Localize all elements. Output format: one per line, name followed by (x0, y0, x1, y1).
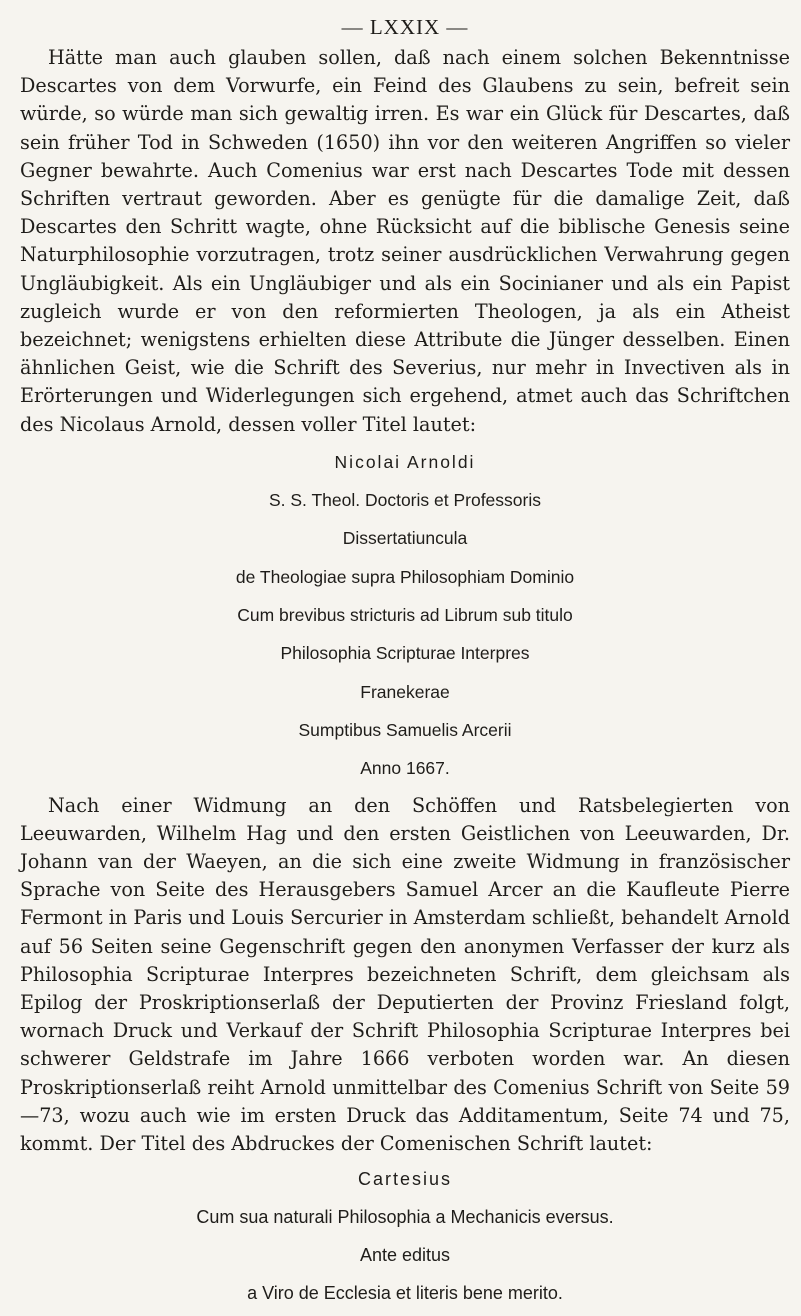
paragraph-2: Nach einer Widmung an den Schöffen und Ratsbelegierten von Leeuwarden, Wilhelm Hag und den ersten Geistlichen von Leeuwarden, Dr. Johann van der Waeyen, an die sich eine zweite Widmung in französischer Sprache von Seite des Herausgebers Samuel Arcer an die Kaufleute Pierre Fermont in Paris und Louis Sercurier in Amsterdam schließt, behandelt Arnold auf 56 Seiten seine Gegenschrift gegen den anonymen Verfasser der kurz als Philosophia Scripturae Interpres bezeichneten Schrift, dem gleichsam als Epilog der Proskriptionserlaß der Deputierten der Provinz Friesland folgt, wornach Druck und Verkauf der Schrift Philosophia Scripturae Interpres bei schwerer Geldstrafe im Jahre 1666 verboten worden war. An diesen Proskriptionserlaß reiht Arnold unmittelbar des Comenius Schrift von Seite 59—73, wozu auch wie im ersten Druck das Additamentum, Seite 74 und 75, kommt. Der Titel des Abdruckes der Comenischen Schrift lautet: (20, 793, 790, 1155)
title2-subtitle: Cum sua naturali Philosophia a Mechanicis eversus. (196, 1207, 614, 1228)
title-subtitle: Cum brevibus stricturis ad Librum sub titulo (237, 605, 573, 626)
title-publisher: Sumptibus Samuelis Arcerii (298, 719, 512, 740)
title-degree: S. S. Theol. Doctoris et Professoris (268, 490, 541, 511)
title-year: Anno 1667. (360, 758, 450, 779)
title2-author: a Viro de Ecclesia et literis bene merito. (247, 1283, 563, 1304)
title-author: Nicolai Arnoldi (334, 451, 476, 472)
title-place: Franekerae (360, 681, 450, 702)
title2-name: Cartesius (357, 1169, 453, 1190)
paragraph-1: Hätte man auch glauben sollen, daß nach einem solchen Bekenntnisse Descartes von dem Vorwurfe, ein Feind des Glaubens zu sein, befreit sein würde, so würde man sich gewaltig irren. Es war ein Glück für Descartes, daß sein früher Tod in Schweden (1650) ihn vor den weiteren Angriffen so vieler Gegner bewahrte. Auch Comenius war erst nach Descartes Tode mit dessen Schriften vertraut geworden. Aber es genügte für die damalige Zeit, daß Descartes den Schritt wagte, ohne Rücksicht auf die biblische Genesis seine Naturphilosophie vorzutragen, trotz seiner ausdrücklichen Verwahrung gegen Ungläubigkeit. Als ein Ungläubiger und als ein Socinianer und als ein Papist zugleich wurde er von den reformierten Theologen, ja als ein Atheist bezeichnet; wenigstens erhielten diese Attribute die Jünger desselben. Einen ähnlichen Geist, wie die Schrift des Severius, nur mehr in Invectiven als in Erörterungen und Widerlegungen sich ergehend, atmet auch das Schriftchen des Nicolaus Arnold, dessen voller Titel lautet: (20, 46, 790, 436)
page-number: — LXXIX — (341, 15, 469, 39)
title-work: Dissertatiuncula (342, 528, 468, 549)
title-block-arnold (20, 443, 790, 788)
title2-edition: Ante editus (359, 1245, 451, 1266)
title-book: Philosophia Scripturae Interpres (280, 643, 530, 664)
title-subject: de Theologiae supra Philosophiam Dominio (235, 566, 575, 587)
title-block-cartesius (20, 1160, 790, 1312)
document-page (20, 0, 790, 1316)
